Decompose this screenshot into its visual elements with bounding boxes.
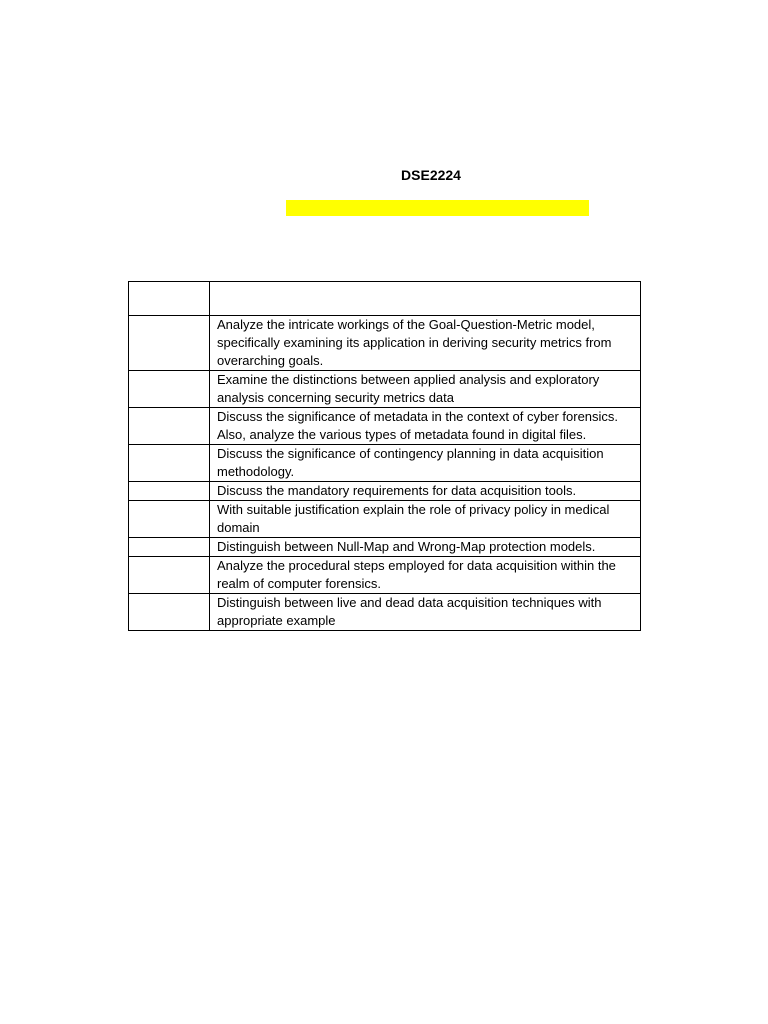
question-text-cell: Discuss the significance of contingency planning in data acquisition methodology. [210,445,641,482]
header-cell-number [129,282,210,316]
table-row [129,316,641,371]
questions-table [128,281,641,631]
question-number-cell [129,482,210,501]
question-text-cell: Distinguish between Null-Map and Wrong-Map protection models. [210,538,641,557]
table-row [129,482,641,501]
question-text-cell: Discuss the mandatory requirements for data acquisition tools. [210,482,641,501]
question-text-cell: Examine the distinctions between applied analysis and exploratory analysis concerning security metrics data [210,371,641,408]
table-row [129,371,641,408]
question-text-cell: With suitable justification explain the role of privacy policy in medical domain [210,501,641,538]
question-number-cell [129,594,210,631]
question-text-cell: Analyze the procedural steps employed for data acquisition within the realm of computer forensics. [210,557,641,594]
question-text-cell: Analyze the intricate workings of the Goal-Question-Metric model, specifically examining its application in deriving security metrics from overarching goals. [210,316,641,371]
table-row [129,594,641,631]
table-row [129,501,641,538]
question-number-cell [129,408,210,445]
question-number-cell [129,445,210,482]
question-text-cell: Distinguish between live and dead data acquisition techniques with appropriate example [210,594,641,631]
header-cell-question [210,282,641,316]
question-text-cell: Discuss the significance of metadata in the context of cyber forensics. Also, analyze the various types of metadata found in digital files. [210,408,641,445]
question-number-cell [129,371,210,408]
table-row [129,557,641,594]
course-code-heading: DSE2224 [401,167,461,183]
table-row [129,408,641,445]
question-number-cell [129,557,210,594]
highlighted-blank-bar [286,200,589,216]
table-row [129,445,641,482]
table-row [129,538,641,557]
table-header-row [129,282,641,316]
question-number-cell [129,316,210,371]
question-number-cell [129,538,210,557]
question-number-cell [129,501,210,538]
